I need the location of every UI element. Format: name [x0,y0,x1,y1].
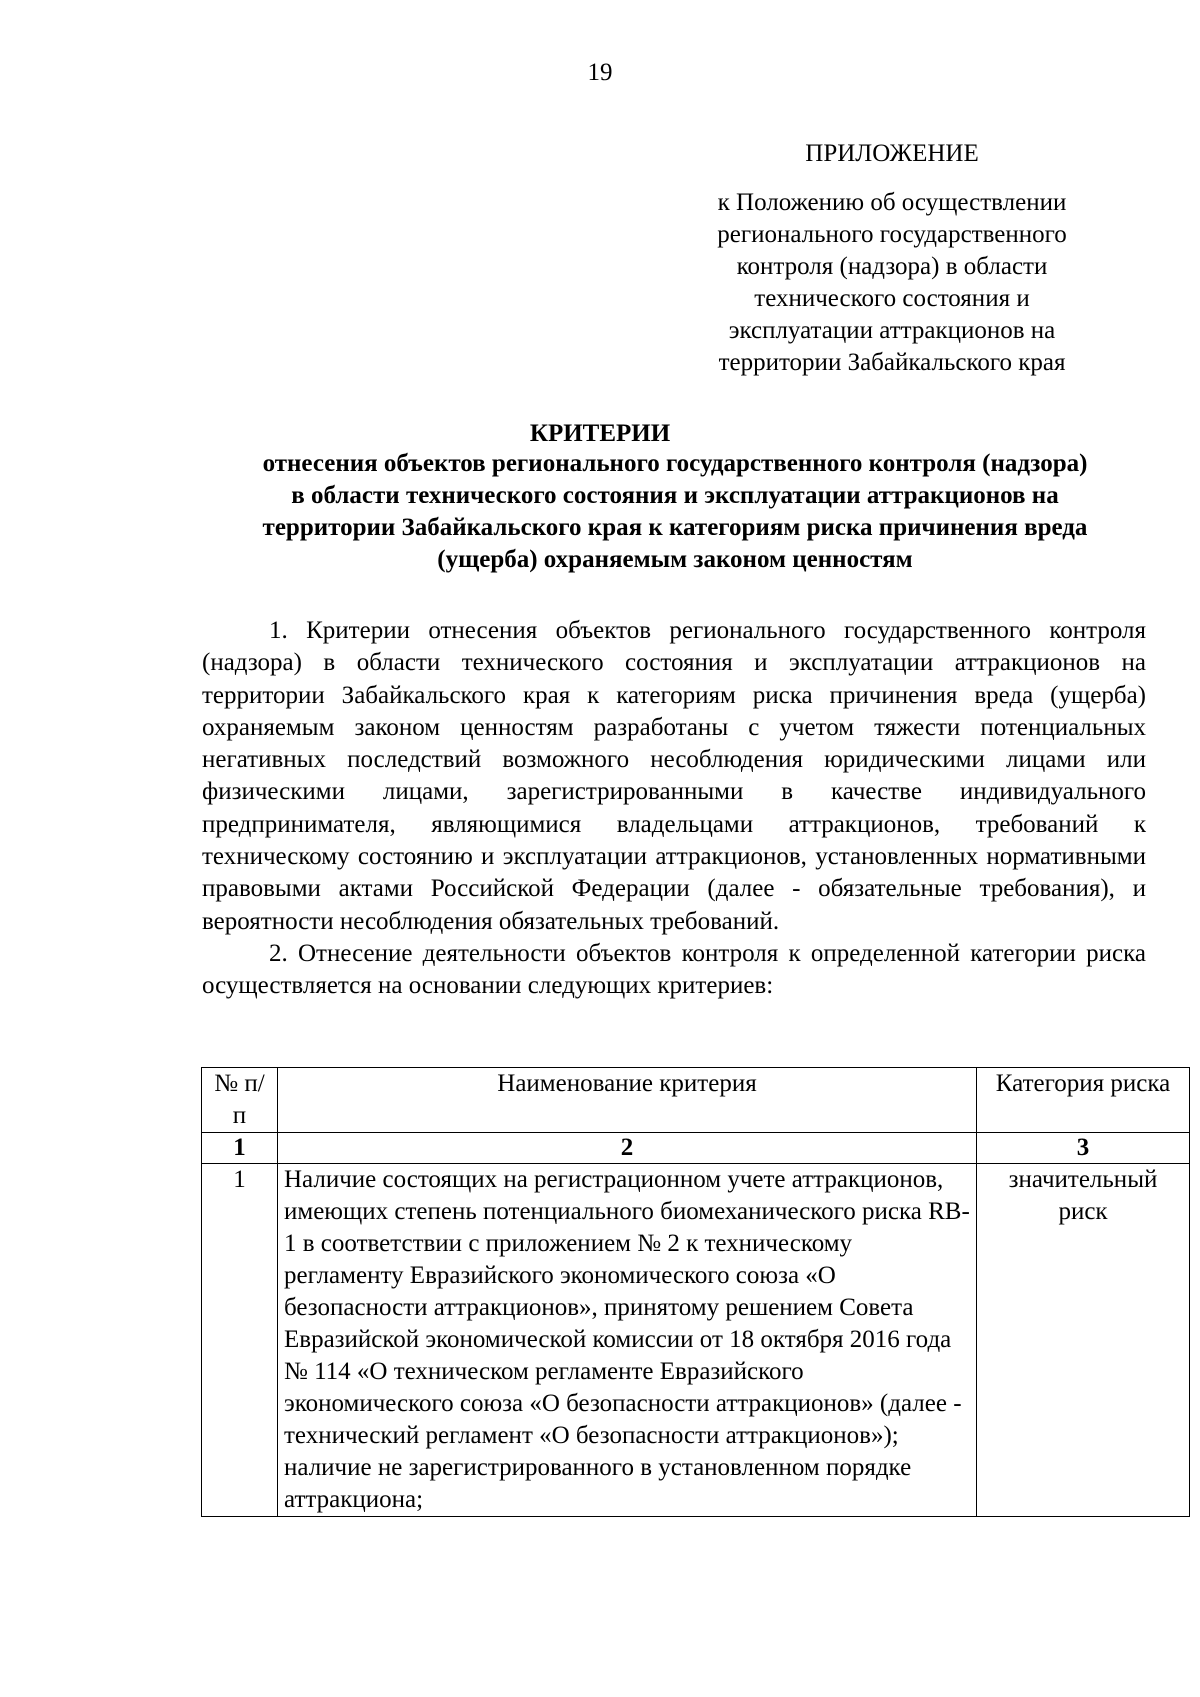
criteria-table [201,1067,1190,1517]
appendix-reference-line: регионального государственного [717,221,1067,248]
document-title: КРИТЕРИИ [529,420,671,447]
appendix-reference-line: эксплуатации аттракционов на [728,317,1056,344]
subtitle-line: отнесения объектов регионального государственного контроля (надзора) [262,450,1088,477]
appendix-reference [672,187,1112,379]
table-header-row [202,1068,1190,1133]
row-number: 1 [202,1164,278,1517]
appendix-reference-line: к Положению об осуществлении [717,189,1067,216]
column-number: 3 [977,1133,1190,1164]
criterion-cell [278,1164,977,1517]
appendix-title: ПРИЛОЖЕНИЕ [805,140,979,167]
header-criterion: Наименование критерия [278,1068,977,1133]
header-number: № п/п [202,1068,278,1133]
criterion-text: наличие не зарегистрированного в установленном порядке аттракциона; [284,1454,912,1513]
document-subtitle [200,448,1150,576]
table-row [202,1164,1190,1517]
subtitle-line: территории Забайкальского края к категориям риска причинения вреда [262,514,1088,541]
subtitle-line: (ущерба) охраняемым законом ценностям [437,546,913,573]
column-number: 1 [202,1133,278,1164]
header-category: Категория риска [977,1068,1190,1133]
criterion-text: Наличие состоящих на регистрационном учете аттракционов, имеющих степень потенциального биомеханического риска RB-1 в соответствии с приложением № 2 к техническому регламенту Евразийского экономического союза «О безопасности аттракционов», принятому решением Совета Евразийской экономической комиссии от 18 октября 2016 года № 114 «О техническом регламенте Евразийского экономического союза «О безопасности аттракционов» (далее - технический регламент «О безопасности аттракционов»); [284,1166,970,1449]
paragraph-2: 2. Отнесение деятельности объектов контроля к определенной категории риска осуществляется на основании следующих критериев: [202,939,1146,1000]
column-number-row [202,1133,1190,1164]
paragraph-1: 1. Критерии отнесения объектов регионального государственного контроля (надзора) в области технического состояния и эксплуатации аттракционов на территории Забайкальского края к категориям риска причинения вреда (ущерба) охраняемым законом ценностям разработаны с учетом тяжести потенциальных негативных последствий возможного несоблюдения юридическими лицами или физическими лицами, зарегистрированными в качестве индивидуального предпринимателя, являющимися владельцами аттракционов, требований к техническому состоянию и эксплуатации аттракционов, установленных нормативными правовыми актами Российской Федерации (далее - обязательные требования), и вероятности несоблюдения обязательных требований. [202,617,1146,935]
appendix-reference-line: технического состояния и [754,285,1030,312]
subtitle-line: в области технического состояния и эксплуатации аттракционов на [291,482,1059,509]
appendix-reference-line: контроля (надзора) в области [736,253,1048,280]
risk-category: значительный риск [977,1164,1190,1517]
appendix-reference-line: территории Забайкальского края [718,349,1066,376]
body-text [202,615,1146,1003]
page-number: 19 [587,59,613,86]
column-number: 2 [278,1133,977,1164]
